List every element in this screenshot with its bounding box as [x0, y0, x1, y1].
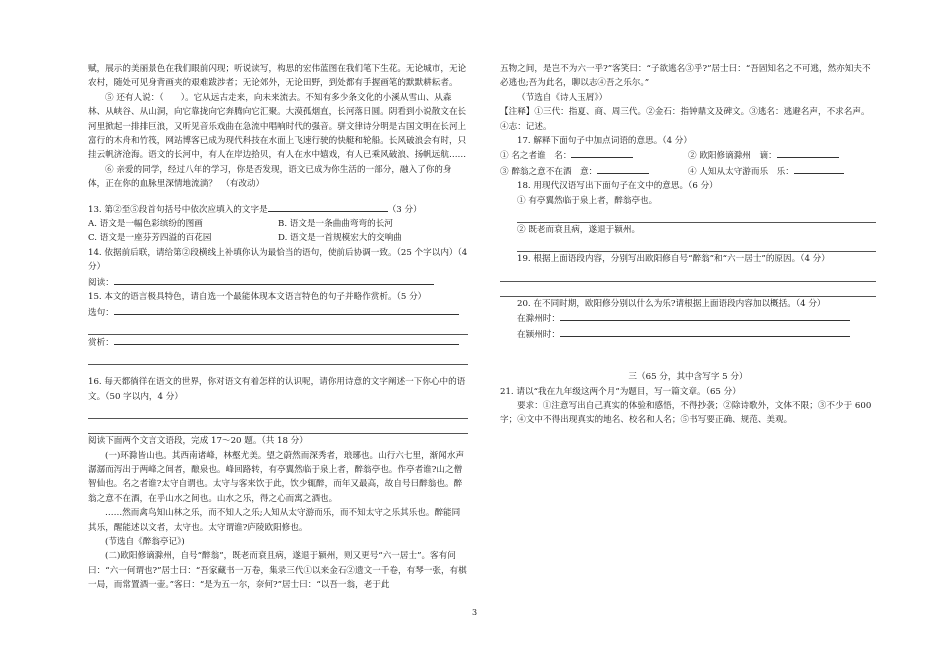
question-20: 20. 在不同时期，欧阳修分别以什么为乐?请根据上面语段内容加以概括。（4 分）	[517, 298, 826, 309]
question-21: 21. 请以“我在九年级这两个月”为题目，写一篇文章。（65 分）	[500, 386, 741, 397]
classical-text-2-continued: 五物之间，是岂不为六一乎?”客笑曰：“子欲逃名③乎?”居士曰：“吾固知名之不可逃，然亦知夫不必逃也;吾为此名，聊以志④吾之乐尔。”	[500, 64, 871, 89]
question-13-score: （3 分）	[387, 204, 422, 215]
classical-text-1-source: (节选自《醉翁亭记》)	[105, 536, 185, 547]
annotations	[500, 105, 876, 134]
option-d: D. 语文是一首规模宏大的交响曲	[278, 233, 402, 244]
question-13-options-row-2	[88, 231, 468, 245]
answer-blank-15-sentence[interactable]	[114, 305, 459, 315]
question-17-row-1	[500, 148, 876, 163]
annotations-text: ①三代：指夏、商、周三代。②金石：指钟鼎文及碑文。③逃名：逃避名声，不求名声。④志：记述。	[500, 107, 870, 132]
classical-text-2: (二)欧阳修谪滁州，自号“醉翁”，既老而衰且病，遂退于颍州，则又更号“六一居士”。客有问曰：“六一何谓也?”居士曰：“吾家藏书一万卷，集录三代①以来金石②遗文一千卷，有琴一张，有棋一局，而常置酒一壶。”客曰：“是为五一尔，奈何?”居士曰：“以吾一翁，老于此	[88, 551, 467, 591]
question-17: 17. 解释下面句子中加点词语的意思。（4 分）	[517, 136, 692, 147]
reading-intro: 阅读下面两个文言文语段，完成 17～20 题。（共 18 分）	[88, 436, 308, 447]
question-21-requirements: 要求：①注意写出自己真实的体验和感悟，不得抄袭；②除诗歌外，文体不限；③不少于 600 字；④文中不得出现真实的地名、校名和人名；⑤书写要正确、规范、美观。	[500, 400, 872, 426]
question-13	[88, 202, 468, 217]
answer-line[interactable]	[88, 320, 468, 335]
question-15: 15. 本文的语言极具特色，请自选一个最能体现本文语言特色的句子并略作赏析。（5 分）	[88, 292, 427, 303]
question-16: 16. 每天都徜徉在语文的世界，你对语文有着怎样的认识呢，请你用诗意的文字阐述一下你心中的语文。（50 字以内，4 分）	[88, 377, 466, 402]
answer-blank-17-1[interactable]	[571, 148, 633, 158]
item-17-1: ① 名之者谁 名：	[500, 151, 572, 162]
question-14: 14. 依据前后联，请给第②段横线上补填你认为最恰当的语句，使前后协调一致。（25 个字以内）（4 分）	[88, 247, 468, 273]
option-b: B. 语文是一条曲曲弯弯的长河	[278, 219, 393, 230]
question-18-item-1: ① 有亭翼然临于泉上者，醉翁亭也。	[517, 195, 658, 206]
question-13-options-row-1	[88, 217, 468, 231]
answer-label: 在滁州时：	[517, 314, 560, 325]
annotations-label: 【注释】	[500, 107, 535, 118]
passage-paragraph-4: 赋，展示的美丽景色在我们眼前闪现；听说读写，构思的宏伟蓝图在我们笔下生花。无论城市，无论农村，随处可见身背画夹的艰难跋涉者；无论郊外，无论田野，到处都有手握画笔的默默耕耘者。	[88, 64, 467, 89]
answer-line[interactable]	[88, 350, 468, 365]
classical-text-2-source: （节选自《诗人玉屑》）	[517, 92, 608, 103]
section-3-heading: 三（65 分，其中含写字 5 分）	[628, 372, 748, 383]
question-18-item-2: ② 既老而衰且病，遂退于颍州。	[517, 225, 641, 236]
left-column	[88, 62, 468, 593]
answer-label: 赏析：	[88, 337, 114, 348]
answer-line[interactable]	[88, 404, 468, 419]
question-20-line-2	[500, 327, 876, 342]
option-a: A. 语文是一幅色彩缤纷的图画	[88, 219, 203, 230]
answer-blank-14[interactable]	[114, 275, 434, 285]
answer-line[interactable]	[517, 237, 876, 252]
answer-label: 选句：	[88, 307, 114, 318]
question-13-text: 13. 第②至⑤段首句括号中依次应填入的文字是	[88, 204, 268, 215]
question-15-select-line	[88, 305, 468, 320]
question-14-answer-line	[88, 275, 468, 290]
answer-blank-15-analysis[interactable]	[114, 335, 459, 345]
question-15-analysis-line	[88, 335, 468, 350]
answer-line[interactable]	[517, 208, 876, 223]
item-17-3: ③ 醉翁之意不在酒 意：	[500, 166, 598, 177]
answer-blank-17-3[interactable]	[597, 164, 649, 174]
answer-blank-20-2[interactable]	[560, 327, 850, 337]
question-19: 19. 根据上面语段内容，分别写出欧阳修自号“醉翁”和“六一居士”的原因。（4 分）	[517, 254, 830, 265]
question-20-line-1	[500, 311, 876, 326]
answer-blank-20-1[interactable]	[560, 311, 850, 321]
item-17-2: ② 欧阳修谪滁州 谪：	[688, 151, 777, 162]
right-column	[500, 62, 876, 428]
passage-paragraph-5: ⑤ 还有人说：（ ）。它从远古走来，向未来流去。不知有多少条文化的小溪从雪山、从森林、从峡谷、从山洞，向它靠拢向它奔腾向它汇聚。大漠孤烟直，长河落日圆。阴看到小说散文在长河里掀起一排排巨浪，又听见音乐戏曲在急流中唱响时代的强音。骈文律诗分明是古国文明在长河上富行的木舟和竹筏，网站博客已成为现代科技在水面上飞速行驶的快艇和轮船。长风破浪会有时，只挂云帆济沧海。语文的长河中，有人在岸边拾贝，有人在水中嬉戏，有人已乘风破浪、扬帆远航……	[88, 92, 467, 161]
option-c: C. 语文是一座芬芳四溢的百花园	[88, 233, 212, 244]
answer-label: 在颍州时：	[517, 329, 560, 340]
question-17-row-2	[500, 164, 876, 179]
answer-blank-17-2[interactable]	[777, 148, 839, 158]
classical-text-1: (一)环滁皆山也。其西南诸峰，林壑尤美。望之蔚然而深秀者，琅琊也。山行六七里，渐闻水声潺潺而泻出于两峰之间者，酿泉也。峰回路转，有亭翼然临于泉上者，醉翁亭也。作亭者谁?山之僧智仙也。名之者谁?太守自谓也。太守与客来饮于此，饮少辄醉，而年又最高，故自号曰醉翁也。醉翁之意不在酒，在乎山水之间也。山水之乐，得之心而寓之酒也。	[88, 450, 465, 504]
answer-blank-13[interactable]	[268, 202, 388, 212]
classical-text-1-ending: ……然而禽鸟知山林之乐，而不知人之乐;人知从太守游而乐，而不知太守之乐其乐也。醉能同其乐，醒能述以文者，太守也。太守谓谁?庐陵欧阳修也。	[88, 508, 461, 533]
item-17-4: ④ 人知从太守游而乐 乐：	[688, 166, 794, 177]
answer-line[interactable]	[88, 419, 468, 434]
question-18: 18. 用现代汉语写出下面句子在文中的意思。（6 分）	[517, 181, 718, 192]
passage-paragraph-6: ⑥ 亲爱的同学，经过八年的学习，你是否发现，语文已成为你生活的一部分，融入了你的身体，正在你的血脉里深情地流淌？ （有改动）	[88, 164, 452, 190]
answer-line[interactable]	[500, 267, 876, 282]
answer-line[interactable]	[500, 282, 876, 297]
answer-label: 阅读：	[88, 277, 114, 288]
answer-blank-17-4[interactable]	[794, 164, 844, 174]
page-number: 3	[472, 608, 478, 617]
